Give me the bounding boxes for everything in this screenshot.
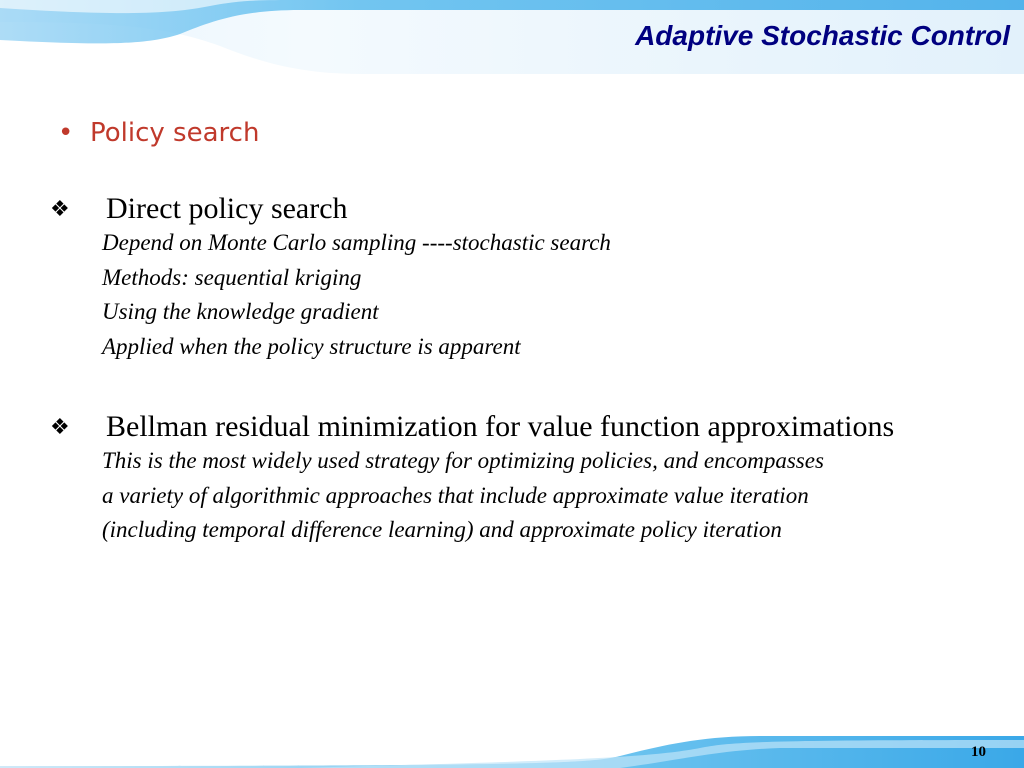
section-line: Using the knowledge gradient bbox=[102, 299, 379, 324]
main-bullet-label: Policy search bbox=[90, 118, 260, 148]
section-line: Applied when the policy structure is apparent bbox=[102, 333, 521, 359]
section-heading bbox=[50, 410, 894, 444]
section-line: a variety of algorithmic approaches that include approximate value iteration bbox=[102, 482, 809, 508]
slide-title: Adaptive Stochastic Control bbox=[635, 20, 1010, 51]
section-heading bbox=[50, 192, 611, 226]
main-bullet bbox=[58, 118, 259, 148]
section-direct-policy-search bbox=[50, 192, 611, 364]
four-diamond-bullet-icon: ❖ bbox=[50, 414, 70, 440]
section-bellman-residual bbox=[50, 410, 894, 548]
section-line: Depend on Monte Carlo sampling ----stochastic search bbox=[102, 230, 611, 255]
page-number: 10 bbox=[971, 744, 986, 760]
bullet-dot-icon: • bbox=[58, 118, 74, 148]
section-heading-label: Direct policy search bbox=[106, 192, 348, 225]
section-line: This is the most widely used strategy for optimizing policies, and encompasses bbox=[102, 448, 824, 473]
four-diamond-bullet-icon: ❖ bbox=[50, 196, 70, 222]
section-line: (including temporal difference learning) and approximate policy iteration bbox=[102, 517, 782, 542]
section-heading-label: Bellman residual minimization for value function approximations bbox=[106, 410, 895, 443]
section-line: Methods: sequential kriging bbox=[102, 264, 362, 290]
